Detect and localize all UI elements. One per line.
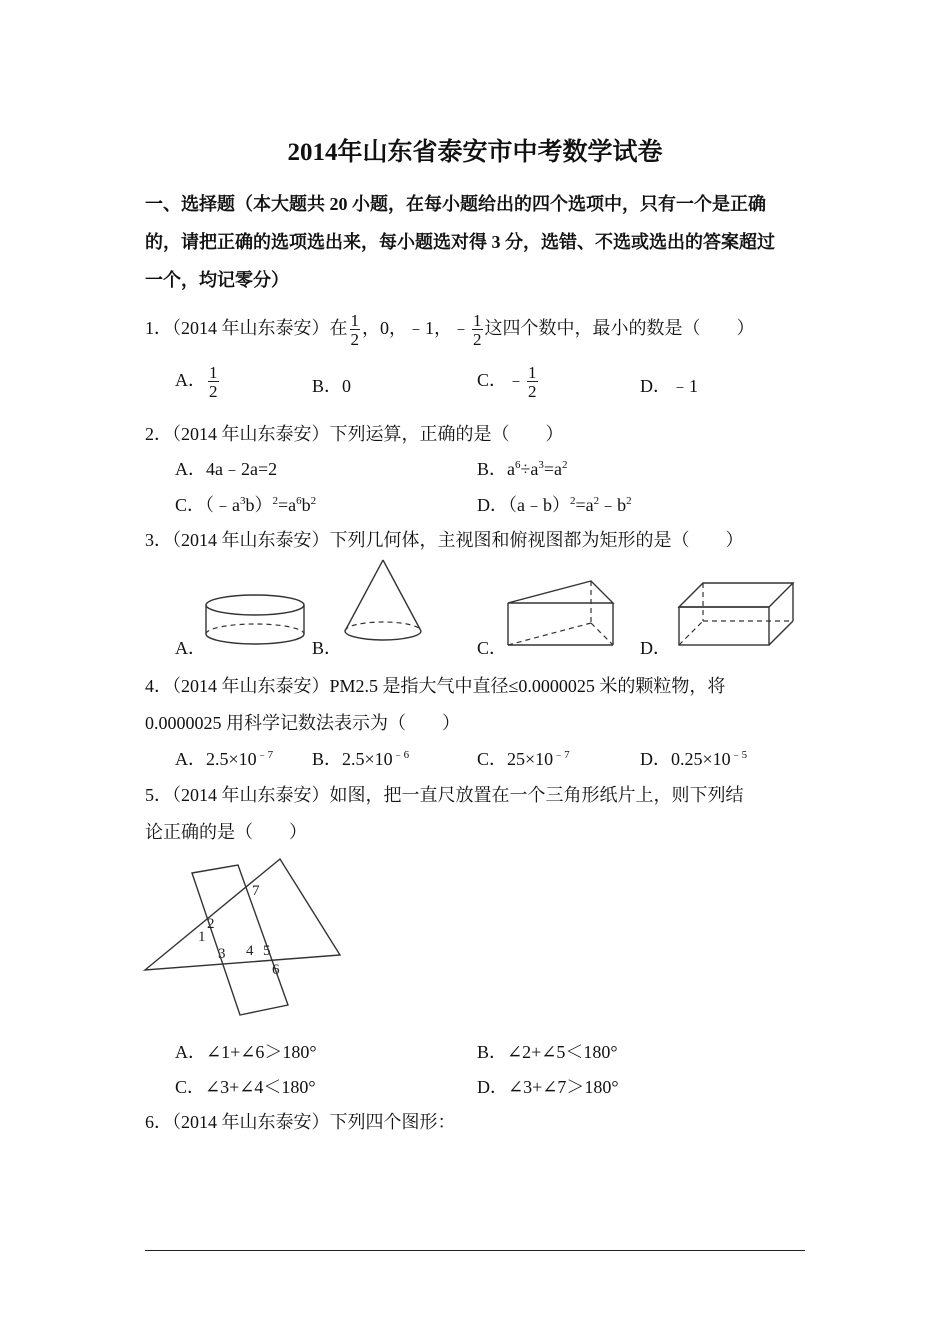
question-4-line-2: 0.0000025 用科学记数法表示为（ ） xyxy=(145,713,460,733)
fraction-half: $\frac{1}{2}$ xyxy=(350,311,359,349)
question-4-option-c: C．$25\times 10^{﹣7}$ xyxy=(477,749,570,769)
question-3-option-a: A． xyxy=(175,638,206,658)
angle-label-3: 3 xyxy=(218,946,226,962)
section-heading-line-2: 的，请把正确的选项选出来，每小题选对得 3 分，选错、不选或选出的答案超过 xyxy=(145,232,775,252)
question-6-stem: 6．（2014 年山东泰安）下列四个图形： xyxy=(145,1112,456,1132)
angle-label-6: 6 xyxy=(272,962,280,978)
cone-figure xyxy=(343,558,423,644)
question-5-line-1: 5．（2014 年山东泰安）如图，把一直尺放置在一个三角形纸片上，则下列结 xyxy=(145,785,744,805)
question-3-option-c: C． xyxy=(477,638,508,658)
cylinder-figure xyxy=(205,594,307,646)
angle-label-4: 4 xyxy=(246,943,254,959)
question-2-option-d: D．$(a﹣b)^2=a^2﹣b^2$ xyxy=(477,495,632,515)
triangular-prism-figure xyxy=(505,578,617,648)
question-2-option-c: C．$(﹣a^3b)^2=a^6b^2$ xyxy=(175,495,317,515)
question-2-option-a: A．4a﹣2a=2 xyxy=(175,459,278,479)
angle-label-7: 7 xyxy=(252,883,260,899)
cuboid-figure xyxy=(677,581,795,647)
ruler-triangle-figure xyxy=(140,855,350,1020)
footer-divider xyxy=(145,1250,805,1251)
question-1-option-c: C．﹣ $\frac{1}{2}$ xyxy=(477,363,537,401)
question-1-option-a: A． $\frac{1}{2}$ xyxy=(175,363,218,401)
question-3-option-b: B． xyxy=(312,638,343,658)
angle-label-1: 1 xyxy=(198,929,206,945)
question-2-stem: 2．（2014 年山东泰安）下列运算，正确的是（ ） xyxy=(145,424,564,444)
question-4-option-d: D．$0.25\times 10^{﹣5}$ xyxy=(640,749,748,769)
angle-label-5: 5 xyxy=(263,943,271,959)
question-5-option-d: D．∠3+∠7＞180° xyxy=(477,1077,619,1097)
question-4-option-b: B．$2.5\times 10^{﹣6}$ xyxy=(312,749,410,769)
section-heading-line-1: 一、选择题（本大题共 20 小题，在每小题给出的四个选项中，只有一个是正确 xyxy=(145,194,766,214)
page-title: 2014年山东省泰安市中考数学试卷 xyxy=(287,139,663,166)
question-2-option-b: B．$a^6\div a^3=a^2$ xyxy=(477,459,568,479)
ruler-shape xyxy=(192,865,288,1015)
fraction-half: $\frac{1}{2}$ xyxy=(473,311,482,349)
question-3-option-d: D． xyxy=(640,638,671,658)
question-1-stem: 1．（2014 年山东泰安）在 $\frac{1}{2}$ ，0，﹣1，﹣ $\frac{1}{2}$ 这四个数中，最小的数是（ ） xyxy=(145,311,755,349)
question-5-option-b: B．∠2+∠5＜180° xyxy=(477,1042,618,1062)
section-heading-line-3: 一个，均记零分） xyxy=(145,270,289,290)
question-5-option-c: C．∠3+∠4＜180° xyxy=(175,1077,316,1097)
angle-label-2: 2 xyxy=(207,916,215,932)
question-5-option-a: A．∠1+∠6＞180° xyxy=(175,1042,317,1062)
question-1-option-d: D．﹣1 xyxy=(640,376,698,396)
question-1-option-b: B．0 xyxy=(312,376,352,396)
question-4-line-1: 4．（2014 年山东泰安）PM2.5 是指大气中直径≤0.0000025 米的颗粒物，将 xyxy=(145,676,726,696)
question-3-stem: 3．（2014 年山东泰安）下列几何体，主视图和俯视图都为矩形的是（ ） xyxy=(145,530,744,550)
question-5-line-2: 论正确的是（ ） xyxy=(145,822,307,842)
question-4-option-a: A．$2.5\times 10^{﹣7}$ xyxy=(175,749,274,769)
